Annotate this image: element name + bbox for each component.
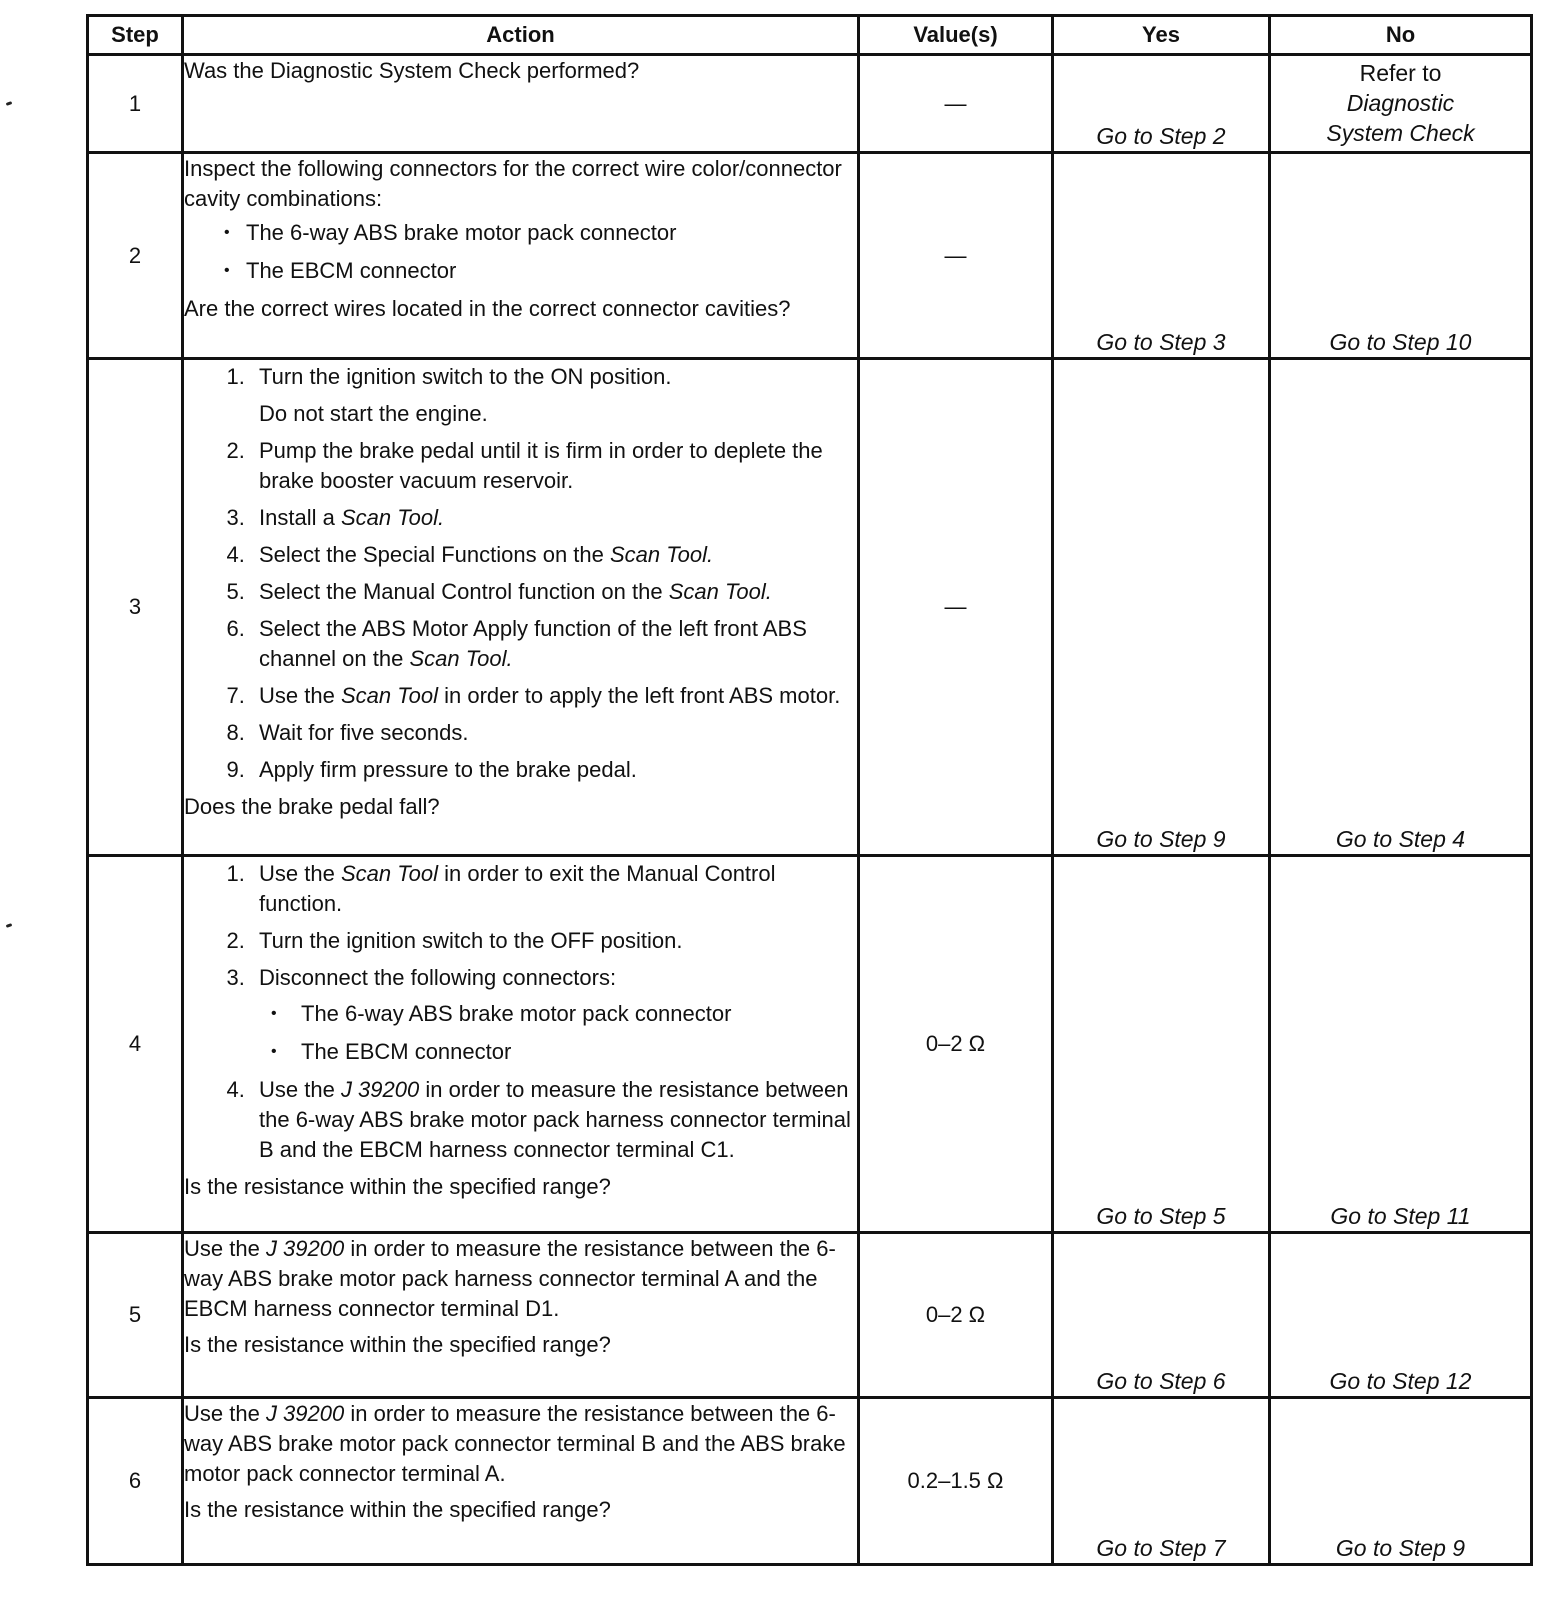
- item-text: Use the: [259, 683, 341, 708]
- list-item: [251, 362, 857, 429]
- no-cell: Go to Step 9: [1270, 1398, 1532, 1565]
- table-row: [88, 856, 1532, 1233]
- action-question: Was the Diagnostic System Check performed?: [184, 58, 640, 83]
- header-values: Value(s): [859, 16, 1053, 55]
- action-cell: [183, 1233, 859, 1398]
- no-cell: [1270, 55, 1532, 153]
- table-row: [88, 359, 1532, 856]
- list-item: [251, 859, 857, 919]
- step-number: 5: [88, 1233, 183, 1398]
- action-intro: Inspect the following connectors for the correct wire color/connector cavity combinations:: [184, 156, 842, 211]
- meter-name: J 39200: [265, 1401, 345, 1426]
- action-question: Are the correct wires located in the correct connector cavities?: [184, 296, 791, 321]
- no-cell: Go to Step 10: [1270, 153, 1532, 359]
- action-cell: [183, 1398, 859, 1565]
- item-note: Do not start the engine.: [259, 401, 488, 426]
- list-item: [251, 1075, 857, 1165]
- procedure-list: [184, 859, 857, 1165]
- header-action: Action: [183, 16, 859, 55]
- action-cell: [183, 55, 859, 153]
- procedure-list: [184, 362, 857, 785]
- table-row: [88, 1233, 1532, 1398]
- step-number: 4: [88, 856, 183, 1233]
- tool-name: Scan Tool: [340, 861, 438, 886]
- header-yes: Yes: [1053, 16, 1270, 55]
- action-question: Is the resistance within the specified range?: [184, 1332, 611, 1357]
- value-text: —: [944, 594, 967, 619]
- action-cell: [183, 153, 859, 359]
- list-item: [251, 963, 857, 1067]
- item-text: Select the Manual Control function on the: [259, 579, 669, 604]
- list-item: [251, 577, 857, 607]
- header-no: No: [1270, 16, 1532, 55]
- yes-cell: Go to Step 9: [1053, 359, 1270, 856]
- value-cell: [859, 856, 1053, 1233]
- item-text: Disconnect the following connectors:: [259, 965, 617, 990]
- value-text: —: [944, 90, 967, 116]
- item-text: in order to apply the left front ABS motor.: [437, 683, 841, 708]
- list-item: [251, 681, 857, 711]
- no-cell: Go to Step 4: [1270, 359, 1532, 856]
- list-item: 2. Turn the ignition switch to the OFF position.: [251, 926, 857, 956]
- meter-name: J 39200: [265, 1236, 345, 1261]
- value-text: 0–2 Ω: [925, 1302, 986, 1327]
- item-text: in order to measure the resistance between the 6-way ABS brake motor pack harness connector terminal A and the EBCM harness connector terminal D1.: [184, 1236, 836, 1321]
- value-cell: [859, 153, 1053, 359]
- step-number: 6: [88, 1398, 183, 1565]
- no-line: System Check: [1326, 120, 1475, 146]
- header-step: Step: [88, 16, 183, 55]
- meter-name: J 39200: [340, 1077, 420, 1102]
- no-cell: Go to Step 12: [1270, 1233, 1532, 1398]
- yes-cell: Go to Step 5: [1053, 856, 1270, 1233]
- tool-name: Scan Tool: [340, 683, 438, 708]
- step-number: 1: [88, 55, 183, 153]
- list-item: [251, 503, 857, 533]
- item-text: Use the: [259, 1077, 341, 1102]
- list-item: 9. Apply firm pressure to the brake pedal.: [251, 755, 857, 785]
- action-text: [184, 1234, 857, 1324]
- item-text: Use the: [184, 1401, 266, 1426]
- item-text: in order to exit the Manual Control function.: [259, 861, 776, 916]
- list-item: • The EBCM connector: [293, 1037, 857, 1067]
- value-cell: [859, 1398, 1053, 1565]
- action-cell: [183, 359, 859, 856]
- yes-cell: Go to Step 7: [1053, 1398, 1270, 1565]
- no-line: Diagnostic: [1346, 90, 1455, 116]
- table-row: [88, 153, 1532, 359]
- action-question: Is the resistance within the specified range?: [184, 1497, 611, 1522]
- tool-name: Scan Tool.: [610, 542, 714, 567]
- value-text: —: [944, 242, 967, 268]
- scan-speck: [6, 923, 13, 928]
- table-row: [88, 1398, 1532, 1565]
- list-item: 8. Wait for five seconds.: [251, 718, 857, 748]
- step-number: 2: [88, 153, 183, 359]
- item-text: Turn the ignition switch to the ON position.: [259, 364, 672, 389]
- tool-name: Scan Tool.: [668, 579, 772, 604]
- diagnostic-table: [86, 14, 1533, 1566]
- action-text: [184, 1399, 857, 1489]
- item-text: Use the: [184, 1236, 266, 1261]
- connector-list: [184, 218, 857, 286]
- header-row: [88, 16, 1532, 55]
- list-item: [251, 540, 857, 570]
- value-cell: [859, 55, 1053, 153]
- yes-cell: Go to Step 2: [1053, 55, 1270, 153]
- list-item: • The EBCM connector: [246, 256, 857, 286]
- item-text: Select the ABS Motor Apply function of the left front ABS channel on the: [259, 616, 807, 671]
- table-row: [88, 55, 1532, 153]
- value-cell: [859, 359, 1053, 856]
- no-line: Refer to: [1359, 60, 1442, 86]
- scan-speck: [6, 101, 13, 106]
- value-text: 0.2–1.5 Ω: [907, 1468, 1004, 1493]
- action-question: Does the brake pedal fall?: [184, 794, 440, 819]
- item-text: Install a: [259, 505, 341, 530]
- item-text: in order to measure the resistance between the 6-way ABS brake motor pack connector terminal B and the ABS brake motor pack connector terminal A.: [184, 1401, 846, 1486]
- value-text: 0–2 Ω: [925, 1031, 986, 1056]
- yes-cell: Go to Step 3: [1053, 153, 1270, 359]
- action-question: Is the resistance within the specified range?: [184, 1174, 611, 1199]
- tool-name: Scan Tool.: [340, 505, 445, 530]
- item-text: in order to measure the resistance between the 6-way ABS brake motor pack harness connector terminal B and the EBCM harness connector terminal C1.: [259, 1077, 851, 1162]
- item-text: Use the: [259, 861, 341, 886]
- list-item: • The 6-way ABS brake motor pack connector: [246, 218, 857, 248]
- list-item: • The 6-way ABS brake motor pack connector: [293, 999, 857, 1029]
- connector-list: [259, 999, 857, 1067]
- action-cell: [183, 856, 859, 1233]
- item-text: Select the Special Functions on the: [259, 542, 610, 567]
- list-item: [251, 614, 857, 674]
- list-item: 2. Pump the brake pedal until it is firm in order to deplete the brake booster vacuum reservoir.: [251, 436, 857, 496]
- value-cell: [859, 1233, 1053, 1398]
- step-number: 3: [88, 359, 183, 856]
- tool-name: Scan Tool.: [409, 646, 513, 671]
- yes-cell: Go to Step 6: [1053, 1233, 1270, 1398]
- no-cell: Go to Step 11: [1270, 856, 1532, 1233]
